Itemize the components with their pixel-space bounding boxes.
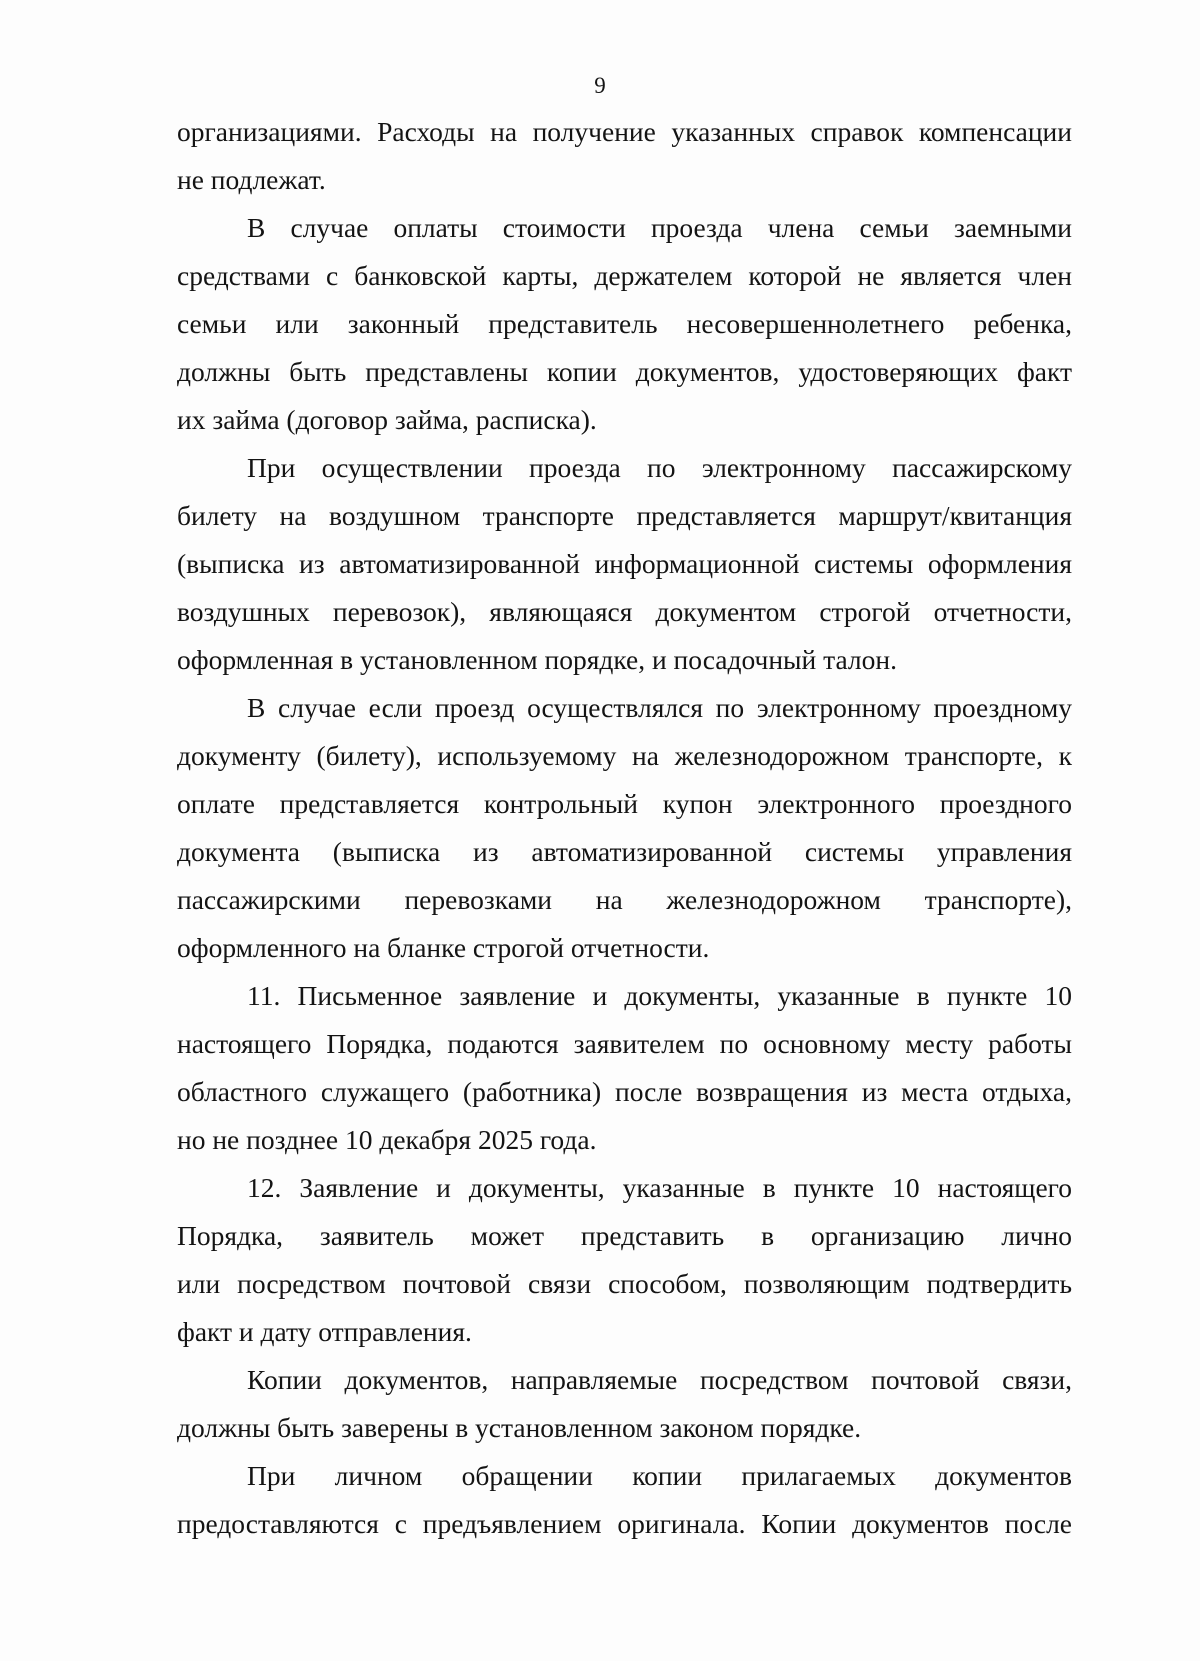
text-line: (выписка из автоматизированной информационной системы оформления	[177, 548, 1072, 579]
text-line: областного служащего (работника) после возвращения из места отдыха,	[177, 1076, 1072, 1107]
paragraph-3	[177, 444, 1072, 684]
text-line: 11. Письменное заявление и документы, указанные в пункте 10	[247, 980, 1072, 1011]
text-line: факт и дату отправления.	[177, 1316, 472, 1347]
text-line: билету на воздушном транспорте представляется маршрут/квитанция	[177, 500, 1072, 531]
text-line: семьи или законный представитель несовершеннолетнего ребенка,	[177, 308, 1072, 339]
text-line: организациями. Расходы на получение указанных справок компенсации	[177, 116, 1072, 147]
text-line: Порядка, заявитель может представить в организацию лично	[177, 1220, 1072, 1251]
text-line: должны быть заверены в установленном законом порядке.	[177, 1412, 862, 1443]
paragraph-7	[177, 1356, 1072, 1452]
paragraph-8	[177, 1452, 1072, 1548]
text-line: Копии документов, направляемые посредством почтовой связи,	[247, 1364, 1072, 1395]
text-line: В случае если проезд осуществлялся по электронному проездному	[247, 692, 1072, 723]
text-line: документу (билету), используемому на железнодорожном транспорте, к	[177, 740, 1072, 771]
paragraph-6	[177, 1164, 1072, 1356]
text-line: не подлежат.	[177, 164, 326, 195]
paragraph-5	[177, 972, 1072, 1164]
text-line: или посредством почтовой связи способом, позволяющим подтвердить	[177, 1268, 1072, 1299]
text-line: должны быть представлены копии документов, удостоверяющих факт	[177, 356, 1072, 387]
text-line: документа (выписка из автоматизированной системы управления	[177, 836, 1072, 867]
text-line: оплате представляется контрольный купон электронного проездного	[177, 788, 1072, 819]
paragraph-2	[177, 204, 1072, 444]
text-line: При личном обращении копии прилагаемых документов	[247, 1460, 1072, 1491]
text-line: но не позднее 10 декабря 2025 года.	[177, 1124, 597, 1155]
text-line: оформленная в установленном порядке, и посадочный талон.	[177, 644, 897, 675]
text-line: воздушных перевозок), являющаяся документом строгой отчетности,	[177, 596, 1072, 627]
text-line: При осуществлении проезда по электронному пассажирскому	[247, 452, 1072, 483]
text-line: 12. Заявление и документы, указанные в пункте 10 настоящего	[247, 1172, 1072, 1203]
text-line: В случае оплаты стоимости проезда члена семьи заемными	[247, 212, 1072, 243]
paragraph-1	[177, 108, 1072, 204]
document-body	[177, 108, 1072, 1548]
paragraph-4	[177, 684, 1072, 972]
text-line: оформленного на бланке строгой отчетности.	[177, 932, 710, 963]
text-line: их займа (договор займа, расписка).	[177, 404, 597, 435]
text-line: средствами с банковской карты, держателем которой не является член	[177, 260, 1072, 291]
text-line: предоставляются с предъявлением оригинала. Копии документов после	[177, 1508, 1072, 1539]
text-line: настоящего Порядка, подаются заявителем по основному месту работы	[177, 1028, 1072, 1059]
page-number: 9	[594, 73, 606, 98]
text-line: пассажирскими перевозками на железнодорожном транспорте),	[177, 884, 1072, 915]
